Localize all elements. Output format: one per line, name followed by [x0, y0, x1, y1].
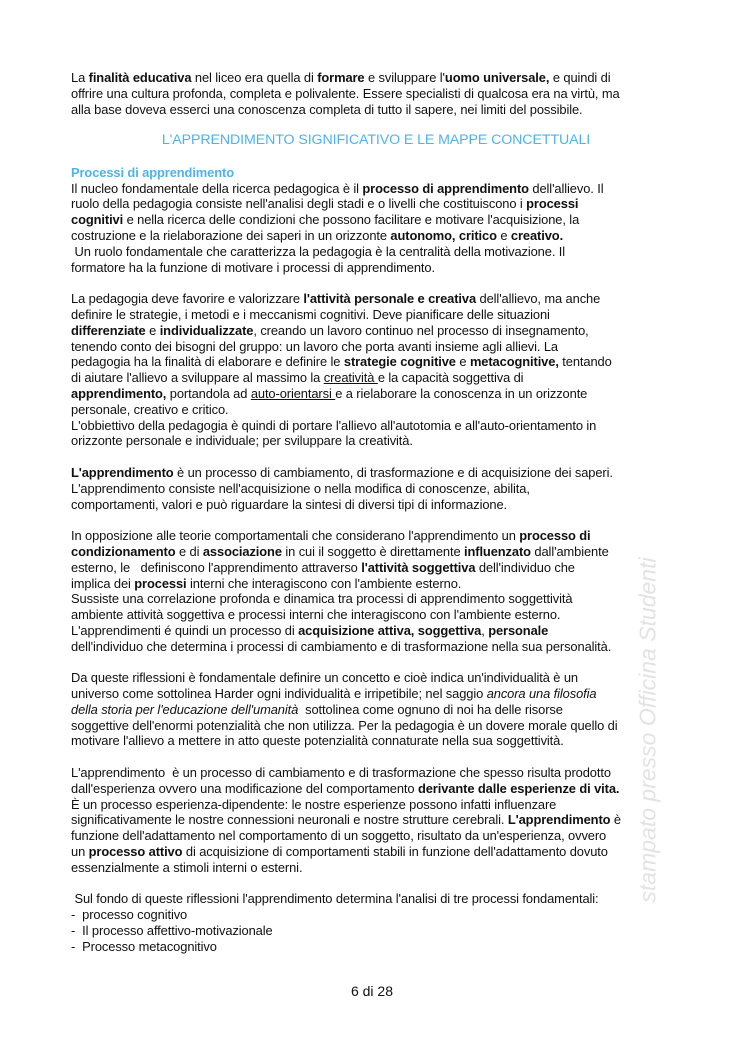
- bold-text: influenzato: [464, 543, 531, 559]
- text-run: È un processo esperienza-dipendente: le nostre esperienze possono infatti influenzare: [71, 796, 557, 812]
- text-run: tenendo conto dei bisogni del gruppo: un lavoro che porta avanti insieme agli allievi. La: [71, 338, 559, 354]
- bold-text: l'attività personale e creativa: [303, 291, 477, 307]
- text-run: e: [455, 354, 470, 370]
- text-line: [71, 828, 681, 844]
- text-run: e: [145, 322, 160, 338]
- text-run: esterno, le definiscono l'apprendimento attraverso: [71, 559, 362, 575]
- bold-text: associazione: [202, 543, 282, 559]
- bold-text: processo di: [519, 528, 591, 544]
- document-body: [71, 70, 681, 970]
- text-run: implica dei: [71, 575, 135, 591]
- text-run: e sviluppare l': [364, 70, 445, 85]
- text-line: [71, 718, 681, 734]
- bold-text: processi: [134, 575, 187, 591]
- text-line: [71, 433, 681, 449]
- text-line: [71, 402, 681, 418]
- text-run: sottolinea come ognuno di noi ha delle risorse: [298, 701, 563, 717]
- text-run: In opposizione alle teorie comportamentali che considerano l'apprendimento un: [71, 528, 520, 544]
- paragraph: [71, 528, 681, 654]
- text-line: [71, 812, 681, 828]
- text-line: [71, 560, 681, 576]
- text-line: [71, 781, 681, 797]
- text-line: [71, 497, 681, 513]
- text-line: [71, 481, 681, 497]
- bold-text: individualizzate: [159, 322, 254, 338]
- bold-text: creativo.: [510, 227, 564, 243]
- underlined-text: auto-orientarsi: [250, 385, 336, 401]
- text-line: [71, 765, 681, 781]
- paragraph: [71, 765, 681, 876]
- text-run: offrire una cultura profonda, completa e polivalente. Essere specialisti di qualcosa era na virtù, ma: [71, 85, 620, 101]
- list-item: [71, 923, 681, 939]
- text-line: [71, 591, 681, 607]
- text-run: funzione dell'adattamento nel comportamento di un soggetto, risultato da un'esperienza, ovvero: [71, 828, 607, 844]
- text-run: costruzione e la rielaborazione dei saperi in un orizzonte: [71, 227, 391, 243]
- paragraph: [71, 891, 681, 907]
- text-run: di aiutare l'allievo a sviluppare al massimo la: [71, 370, 324, 386]
- text-run: un: [71, 844, 89, 860]
- text-run: e la capacità soggettiva di: [377, 370, 524, 386]
- bold-text: strategie cognitive: [343, 354, 456, 370]
- text-line: [71, 702, 681, 718]
- text-line: [71, 354, 681, 370]
- text-line: [71, 576, 681, 592]
- text-line: [71, 844, 681, 860]
- text-line: [71, 686, 681, 702]
- text-run: La pedagogia deve favorire e valorizzare: [71, 291, 304, 307]
- text-line: [71, 212, 681, 228]
- text-run: Il processo affettivo-motivazionale: [82, 923, 273, 939]
- text-line: [71, 102, 681, 118]
- text-run: e quindi di: [549, 70, 611, 85]
- text-line: [71, 339, 681, 355]
- paragraph: [71, 465, 681, 512]
- bold-text: apprendimento,: [71, 385, 167, 401]
- bold-text: acquisizione attiva, soggettiva: [298, 622, 482, 638]
- text-line: [71, 133, 681, 149]
- bold-text: differenziate: [71, 322, 146, 338]
- text-run: ambiente attività soggettiva e processi interni che interagiscono con l'ambiente esterno.: [71, 607, 561, 623]
- list-item: [71, 939, 681, 955]
- text-line: [71, 70, 681, 86]
- text-run: L'obbiettivo della pedagogia è quindi di portare l'allievo all'autotomia e all'auto-orientamento in: [71, 417, 597, 433]
- text-line: [71, 528, 681, 544]
- paragraph: [71, 670, 681, 749]
- text-run: dall'ambiente: [530, 543, 609, 559]
- text-line: [71, 465, 681, 481]
- text-run: formatore ha la funzione di motivare i processi di apprendimento.: [71, 259, 435, 275]
- text-run: dell'allievo, ma anche: [476, 291, 601, 307]
- text-line: [71, 181, 681, 197]
- text-line: [71, 165, 681, 181]
- text-run: Sussiste una correlazione profonda e dinamica tra processi di apprendimento soggettività: [71, 591, 573, 607]
- text-run: personale, creativo e critico.: [71, 401, 229, 417]
- text-run: tentando: [558, 354, 612, 370]
- text-run: ,: [481, 622, 489, 638]
- text-run: e: [496, 227, 511, 243]
- text-run: essenzialmente a stimoli interni o esterni.: [71, 859, 303, 875]
- italic-text: della storia per l'educazione dell'umanità: [71, 701, 299, 717]
- watermark: stampato presso Officina Studenti: [634, 557, 661, 903]
- text-line: [71, 307, 681, 323]
- text-line: [71, 196, 681, 212]
- text-run: nel liceo era quella di: [191, 70, 318, 85]
- text-run: Processo metacognitivo: [82, 938, 217, 954]
- text-run: La: [71, 70, 89, 85]
- list-item: [71, 907, 681, 923]
- page-number: 6 di 28: [350, 983, 394, 999]
- text-line: [71, 670, 681, 686]
- text-run: di acquisizione di comportamenti stabili in funzione dell'adattamento dovuto: [182, 844, 608, 860]
- text-line: [71, 418, 681, 434]
- text-line: [71, 891, 681, 907]
- text-run: pedagogia ha la finalità di elaborare e definire le: [71, 354, 344, 370]
- bold-text: processo attivo: [88, 844, 183, 860]
- text-run: e di: [175, 543, 203, 559]
- text-line: [71, 244, 681, 260]
- text-run: Il nucleo fondamentale della ricerca pedagogica è il: [71, 180, 363, 196]
- bold-text: condizionamento: [71, 543, 176, 559]
- text-run: dell'individuo che determina i processi di cambiamento e di trasformazione nella sua personalità.: [71, 638, 612, 654]
- text-run: dall'esperienza ovvero una modificazione del comportamento: [71, 780, 418, 796]
- text-line: [71, 623, 681, 639]
- text-run: dell'individuo che: [475, 559, 575, 575]
- bold-text: cognitivi: [71, 212, 124, 228]
- text-line: [71, 260, 681, 276]
- text-run: soggettive dell'enormi potenzialità che non utilizza. Per la pedagogia è un dovere morale quello di: [71, 717, 618, 733]
- text-run: e a rielaborare la conoscenza in un orizzonte: [335, 385, 588, 401]
- text-run: motivare l'allievo a mettere in atto queste potenzialità connaturate nella sua soggettività.: [71, 733, 564, 749]
- bold-text: autonomo, critico: [390, 227, 497, 243]
- text-run: Un ruolo fondamentale che caratterizza la pedagogia è la centralità della motivazione. Il: [71, 243, 566, 259]
- text-line: [71, 639, 681, 655]
- bold-text: processo di apprendimento: [362, 180, 529, 196]
- text-run: è un processo di cambiamento, di trasformazione e di acquisizione dei saperi.: [173, 464, 613, 480]
- paragraph: [71, 291, 681, 449]
- subsection-heading: [71, 165, 681, 181]
- bold-text: personale: [488, 622, 549, 638]
- bold-text: l'attività soggettiva: [361, 559, 476, 575]
- text-run: processo cognitivo: [82, 907, 188, 923]
- bold-text: formare: [317, 70, 365, 85]
- text-line: [71, 607, 681, 623]
- bold-text: finalità educativa: [88, 70, 192, 85]
- text-run: è: [610, 812, 621, 828]
- text-line: [71, 291, 681, 307]
- bold-text: uomo universale,: [444, 70, 550, 85]
- text-run: alla base doveva esserci una conoscenza completa di tutto il sapere, nei limiti del possibile.: [71, 101, 583, 117]
- text-run: L'apprendimento consiste nell'acquisizione o nella modifica di conoscenze, abilita,: [71, 480, 530, 496]
- text-run: definire le strategie, i metodi e i meccanismi cognitivi. Deve pianificare delle situazioni: [71, 306, 550, 322]
- text-run: L'apprendimenti é quindi un processo di: [71, 622, 299, 638]
- text-line: [71, 733, 681, 749]
- text-run: Processi di apprendimento: [71, 164, 234, 180]
- text-run: comportamenti, valori e può riguardare la sintesi di diversi tipi di informazione.: [71, 496, 508, 512]
- text-run: portandola ad: [166, 385, 251, 401]
- text-line: [71, 228, 681, 244]
- text-run: Sul fondo di queste riflessioni l'apprendimento determina l'analisi di tre processi fondamentali:: [71, 891, 599, 907]
- text-run: in cui il soggetto è direttamente: [281, 543, 464, 559]
- bold-text: processi: [526, 196, 579, 212]
- bold-text: derivante dalle esperienze di vita.: [417, 780, 620, 796]
- text-line: [71, 370, 681, 386]
- text-run: dell'allievo. Il: [528, 180, 604, 196]
- paragraph: [71, 181, 681, 276]
- text-line: [71, 797, 681, 813]
- text-run: L'apprendimento è un processo di cambiamento e di trasformazione che spesso risulta prodotto: [71, 765, 611, 781]
- bold-text: metacognitive,: [469, 354, 559, 370]
- bold-text: L'apprendimento: [507, 812, 611, 828]
- text-line: [71, 323, 681, 339]
- text-run: , creando un lavoro continuo nel processo di insegnamento,: [253, 322, 589, 338]
- text-run: universo come sottolinea Harder ogni individualità e irripetibile; nel saggio: [71, 686, 487, 702]
- underlined-text: creatività: [323, 370, 378, 386]
- text-run: interni che interagiscono con l'ambiente esterno.: [186, 575, 462, 591]
- text-run: ruolo della pedagogia consiste nell'analisi degli stadi e o livelli che costituiscono i: [71, 196, 527, 212]
- text-run: Da queste riflessioni è fondamentale definire un concetto e cioè indica un'individualità è un: [71, 670, 578, 686]
- text-line: [71, 86, 681, 102]
- bold-text: L'apprendimento: [71, 464, 174, 480]
- section-heading: [71, 133, 681, 149]
- text-run: L'APPRENDIMENTO SIGNIFICATIVO E LE MAPPE CONCETTUALI: [161, 132, 591, 149]
- text-run: significativamente le nostre connessioni neuronali e nostre strutture cerebrali.: [71, 812, 508, 828]
- text-line: [71, 860, 681, 876]
- text-run: e nella ricerca delle condizioni che possono facilitare e motivare l'acquisizione, la: [123, 212, 580, 228]
- text-line: [71, 386, 681, 402]
- text-run: orizzonte personale e individuale; per sviluppare la creatività.: [71, 433, 413, 449]
- italic-text: ancora una filosofia: [486, 686, 597, 702]
- paragraph: [71, 70, 681, 117]
- bullet-list: [71, 907, 681, 954]
- text-line: [71, 544, 681, 560]
